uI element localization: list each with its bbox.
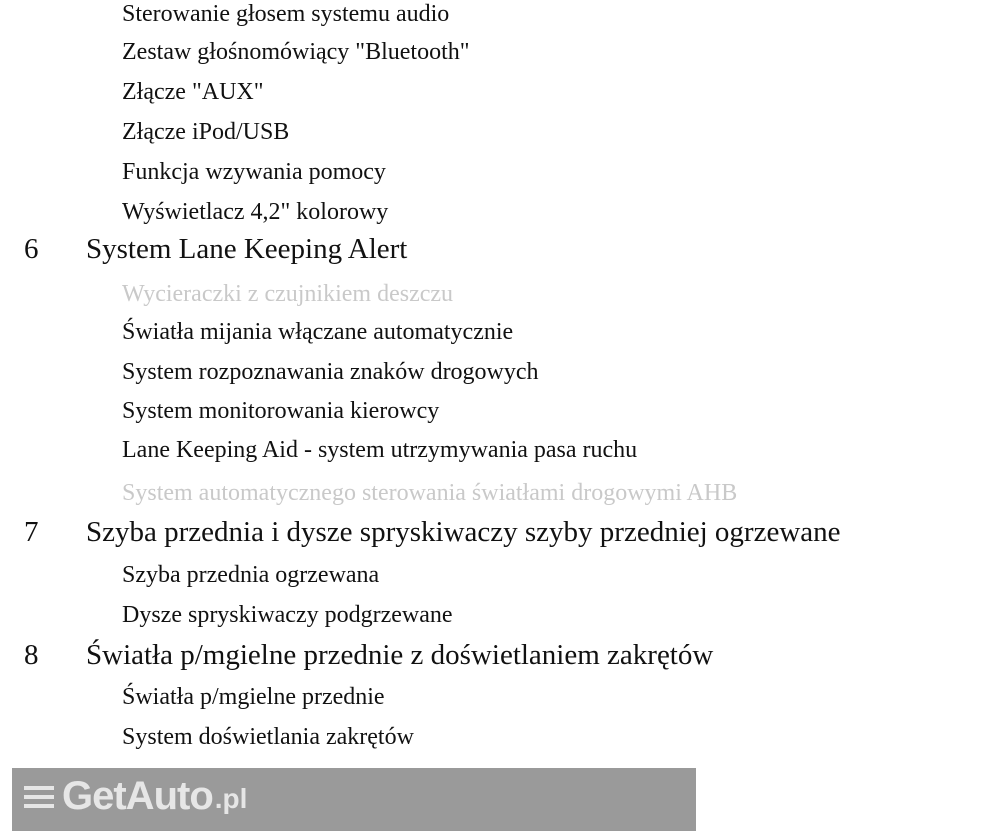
list-item: Wycieraczki z czujnikiem deszczu [122, 281, 454, 307]
list-item: Zestaw głośnomówiący "Bluetooth" [122, 39, 470, 65]
list-item: Funkcja wzywania pomocy [122, 159, 386, 185]
list-item: Światła p/mgielne przednie [122, 684, 385, 710]
section-number: 6 [24, 233, 39, 265]
section-title: Szyba przednia i dysze spryskiwaczy szyby przedniej ogrzewane [86, 516, 841, 548]
list-item: Szyba przednia ogrzewana [122, 562, 380, 588]
section-title: Światła p/mgielne przednie z doświetlaniem zakrętów [86, 639, 714, 671]
logo-tld-text: .pl [214, 783, 248, 814]
section-number: 8 [24, 639, 39, 671]
menu-lines-icon [24, 786, 54, 808]
list-item: Światła mijania włączane automatycznie [122, 319, 514, 345]
section-title: System Lane Keeping Alert [86, 233, 408, 265]
list-item: System automatycznego sterowania światłami drogowymi AHB [122, 480, 738, 506]
list-item: System rozpoznawania znaków drogowych [122, 359, 539, 385]
getauto-logo [24, 774, 247, 819]
list-item: Złącze "AUX" [122, 79, 264, 105]
list-item: System monitorowania kierowcy [122, 398, 440, 424]
list-item: Złącze iPod/USB [122, 119, 290, 145]
list-item: Wyświetlacz 4,2" kolorowy [122, 199, 389, 225]
watermark-banner [12, 768, 696, 831]
list-item: Sterowanie głosem systemu audio [122, 1, 450, 27]
list-item: Lane Keeping Aid - system utrzymywania pasa ruchu [122, 437, 638, 463]
list-item: Dysze spryskiwaczy podgrzewane [122, 602, 453, 628]
section-number: 7 [24, 516, 39, 548]
list-item: System doświetlania zakrętów [122, 724, 414, 750]
logo-brand-text: GetAuto [62, 774, 213, 818]
